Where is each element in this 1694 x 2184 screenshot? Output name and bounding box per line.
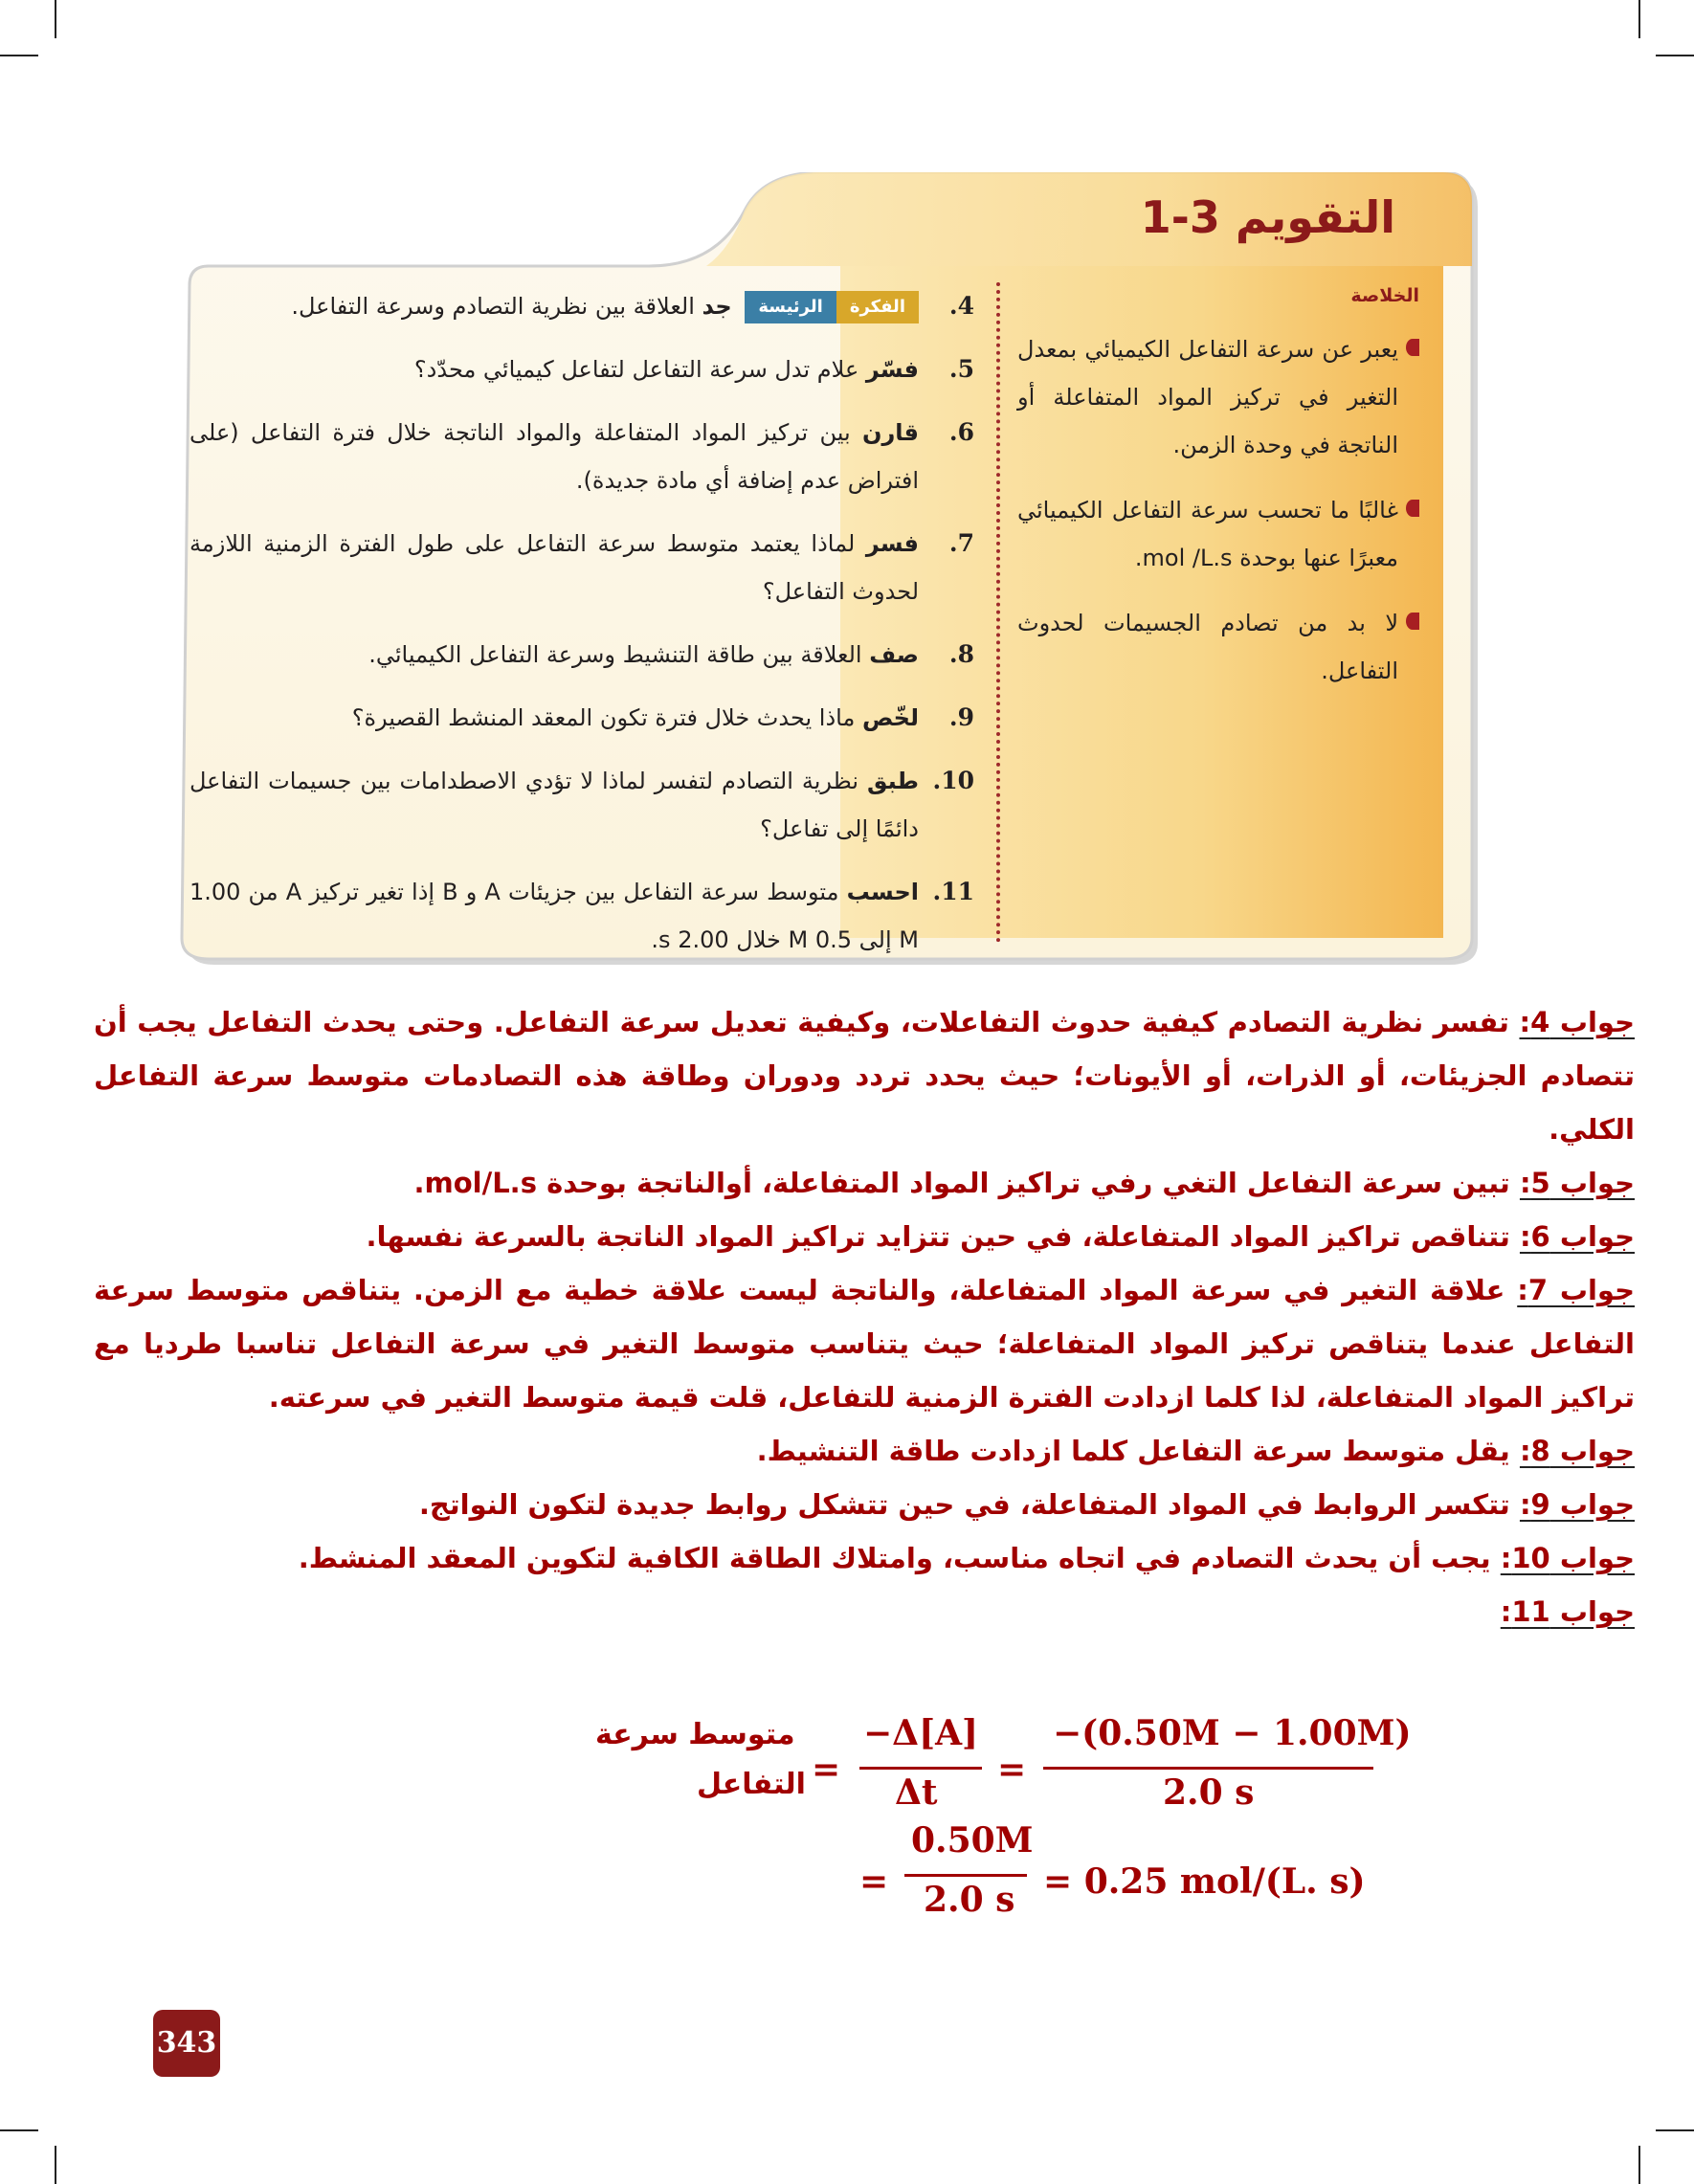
answer-item: جواب 10: يجب أن يحدث التصادم في اتجاه مناسب، وامتلاك الطاقة الكافية لتكوين المعقد المنشط. [298, 1542, 1635, 1574]
summary-list [1017, 325, 1419, 712]
fraction3-numerator: 0.50M [911, 1820, 1034, 1861]
answer-item: جواب 6: تتناقص تراكيز المواد المتفاعلة، في حين تتزايد تراكيز المواد الناتجة بالسرعة نفسها. [366, 1220, 1635, 1253]
crop-mark [55, 0, 56, 38]
crop-mark [1638, 2146, 1640, 2184]
question-item: 5. فسّر علام تدل سرعة التفاعل لتفاعل كيميائي محدّد؟ [413, 355, 974, 383]
fraction3-bar [904, 1874, 1027, 1877]
answer-item: جواب 8: يقل متوسط سرعة التفاعل كلما ازدادت طاقة التنشيط. [756, 1435, 1635, 1467]
question-item: 10. طبق نظرية التصادم لتفسر لماذا لا تؤدي الاصطدامات بين جسيمات التفاعل دائمًا إلى تفاعل؟ [189, 767, 974, 842]
assessment-card [170, 172, 1482, 957]
equals-sign: = [812, 1749, 841, 1790]
equals-sign: = [997, 1749, 1027, 1790]
answer-item: جواب 9: تتكسر الروابط في المواد المتفاعلة، في حين تتشكل روابط جديدة لتكون النواتج. [418, 1488, 1635, 1521]
title-word: التقويم [1235, 191, 1395, 243]
summary-point: لا بد من تصادم الجسيمات لحدوث التفاعل. [1017, 599, 1419, 695]
rate-equation [574, 1713, 1436, 1933]
page-number: 343 [153, 2010, 220, 2077]
question-item: 4. الفكرةالرئيسة جد العلاقة بين نظرية التصادم وسرعة التفاعل. [189, 282, 974, 330]
summary-heading: الخلاصة [1350, 285, 1419, 306]
bullet-icon [1406, 339, 1419, 356]
summary-point: غالبًا ما تحسب سرعة التفاعل الكيميائي معبرًا عنها بوحدة mol /L.s. [1017, 486, 1419, 582]
question-item: 7. فسر لماذا يعتمد متوسط سرعة التفاعل على طول الفترة الزمنية اللازمة لحدوث التفاعل؟ [189, 529, 974, 605]
question-item: 9. لخّص ماذا يحدث خلال فترة تكون المعقد المنشط القصيرة؟ [351, 703, 974, 731]
crop-mark [0, 2129, 38, 2131]
answers-section [94, 995, 1635, 1638]
fraction2-bar [1043, 1767, 1373, 1770]
fraction2-numerator: −(0.50M − 1.00M) [1053, 1713, 1412, 1753]
equals-sign: = [859, 1861, 889, 1902]
summary-point: يعبر عن سرعة التفاعل الكيميائي بمعدل التغير في تركيز المواد المتفاعلة أو الناتجة في وحدة الزمن. [1017, 325, 1419, 469]
page-title [1141, 191, 1395, 243]
crop-mark [55, 2146, 56, 2184]
question-item: 8. صف العلاقة بين طاقة التنشيط وسرعة التفاعل الكيميائي. [368, 640, 974, 668]
fraction1-numerator: −Δ[A] [863, 1713, 979, 1753]
title-number: 3-1 [1140, 191, 1220, 243]
answer-item: جواب 5: تبين سرعة التفاعل التغي رفي تراكيز المواد المتفاعلة، أوالناتجة بوحدة mol/L.s. [413, 1167, 1635, 1199]
dotted-divider [996, 282, 1000, 943]
fraction1-denominator: Δt [895, 1772, 938, 1813]
fraction1-bar [859, 1767, 982, 1770]
equation-lhs-line1: متوسط سرعة [595, 1718, 795, 1751]
crop-mark [0, 55, 38, 56]
question-item: 6. قارن بين تركيز المواد المتفاعلة والمواد الناتجة خلال فترة التفاعل (على افتراض عدم إضافة أي مادة جديدة). [189, 418, 974, 494]
equation-result: = 0.25 mol/(L. s) [1043, 1861, 1366, 1902]
equation-lhs-line2: التفاعل [697, 1768, 806, 1801]
answer-item: جواب 4: تفسر نظرية التصادم كيفية حدوث التفاعلات، وكيفية تعديل سرعة التفاعل. وحتى يحدث التفاعل يجب أن تتصادم الجزيئات، أو الذرات، أو الأيونات؛ حيث يحدد تردد ودوران وطاقة هذه التصادمات متوسط سرعة التفاعل الكلي. [94, 1006, 1635, 1146]
answer-item: جواب 7: علاقة التغير في سرعة المواد المتفاعلة، والناتجة ليست علاقة خطية مع الزمن. يتناقص متوسط سرعة التفاعل عندما يتناقص تركيز المواد المتفاعلة؛ حيث يتناسب متوسط التغير في سرعة التفاعل تناسبا طرديا مع تراكيز المواد المتفاعلة، لذا كلما ازدادت الفترة الزمنية للتفاعل، قلت قيمة متوسط التغير في سرعته. [94, 1274, 1635, 1414]
answer-item: جواب 11: [1500, 1595, 1635, 1628]
fraction2-denominator: 2.0 s [1163, 1772, 1255, 1813]
bullet-icon [1406, 500, 1419, 517]
crop-mark [1656, 2129, 1694, 2131]
fraction3-denominator: 2.0 s [924, 1880, 1015, 1920]
question-item: 11. احسب متوسط سرعة التفاعل بين جزيئات A و B إذا تغير تركيز A من 1.00 M إلى 0.5 M خلال 2.00 s. [189, 878, 974, 953]
main-idea-tag: الفكرةالرئيسة [745, 291, 919, 323]
crop-mark [1656, 55, 1694, 56]
crop-mark [1638, 0, 1640, 38]
bullet-icon [1406, 613, 1419, 630]
question-list [189, 282, 974, 979]
